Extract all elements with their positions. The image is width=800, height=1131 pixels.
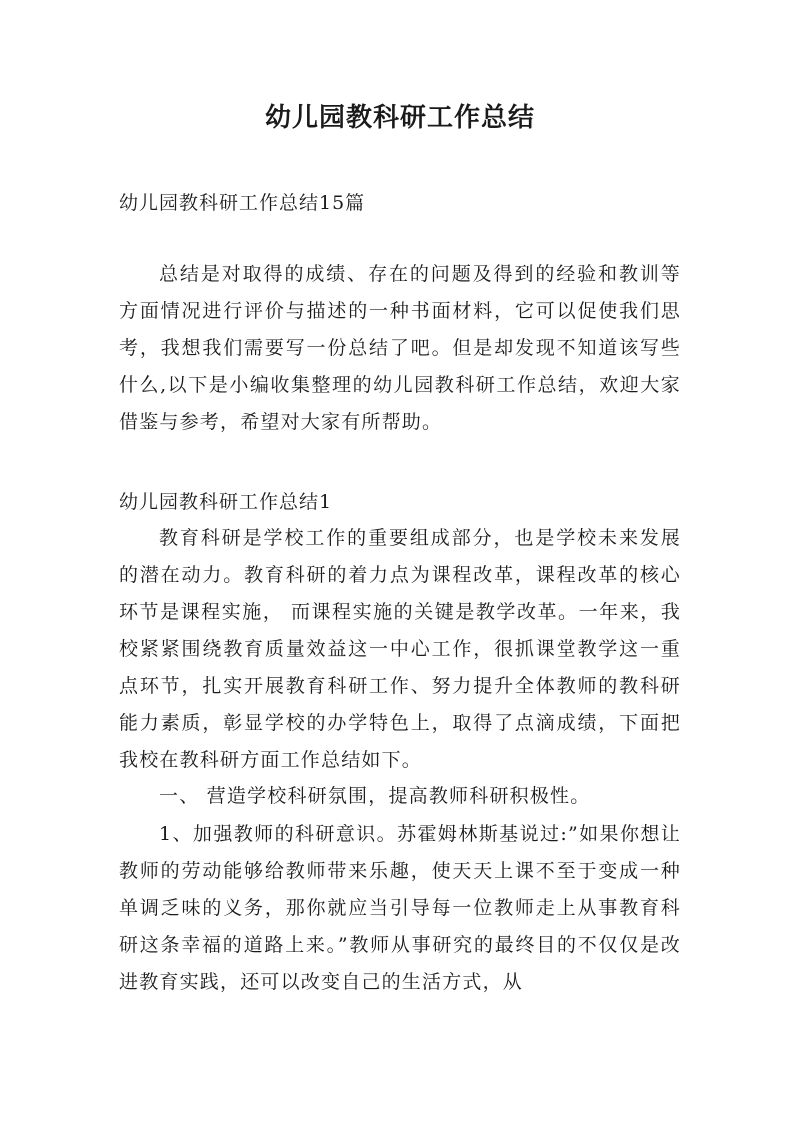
- section-heading: 幼儿园教科研工作总结1: [119, 491, 333, 513]
- item-body-paragraph: 1、加强教师的科研意识。苏霍姆林斯基说过:”如果你想让教师的劳动能够给教师带来乐趣，使天天上课不至于变成一种单调乏味的义务，那你就应当引导每一位教师走上从事教育科研这条幸福的道路上来。”教师从事研究的最终目的不仅仅是改进教育实践，还可以改变自己的生活方式，从: [119, 823, 681, 993]
- document-subtitle: 幼儿园教科研工作总结15篇: [119, 192, 366, 214]
- intro-paragraph: 总结是对取得的成绩、存在的问题及得到的经验和教训等方面情况进行评价与描述的一种书面材料，它可以促使我们思考，我想我们需要写一份总结了吧。但是却发现不知道该写些什么,以下是小编收集整理的幼儿园教科研工作总结，欢迎大家借鉴与参考，希望对大家有所帮助。: [119, 263, 681, 433]
- section-body-paragraph: 教育科研是学校工作的重要组成部分，也是学校未来发展的潜在动力。教育科研的着力点为课程改革，课程改革的核心环节是课程实施， 而课程实施的关键是教学改革。一年来，我校紧紧围绕教育质量效益这一中心工作，很抓课堂教学这一重点环节，扎实开展教育科研工作、努力提升全体教师的教科研能力素质，彰显学校的办学特色上，取得了点滴成绩，下面把我校在教科研方面工作总结如下。: [119, 527, 681, 771]
- item-heading: 一、 营造学校科研氛围，提高教师科研积极性。: [159, 785, 591, 807]
- document-title: 幼儿园教科研工作总结: [264, 103, 535, 133]
